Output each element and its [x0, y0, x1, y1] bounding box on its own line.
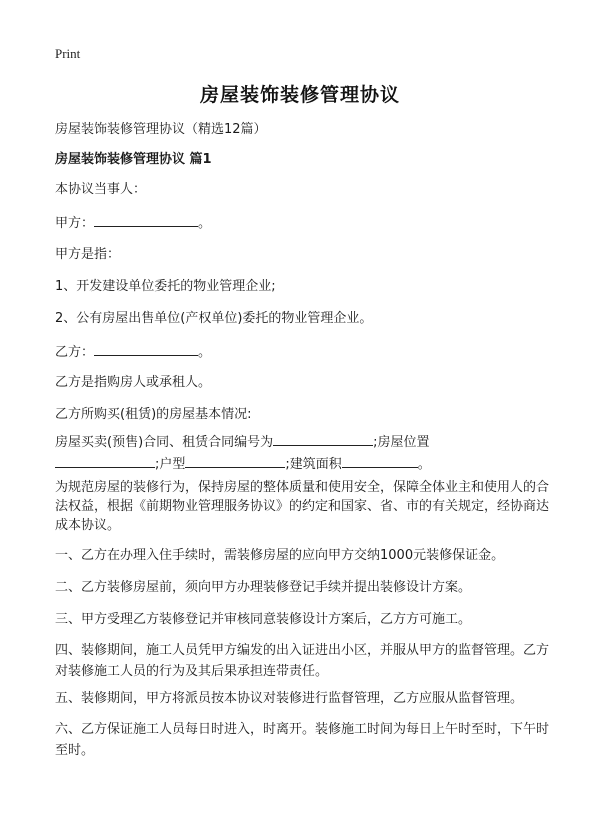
party-a-line	[55, 212, 555, 234]
area-end: 。	[417, 457, 431, 472]
party-a-end: 。	[198, 216, 212, 231]
party-a-label: 甲方：	[55, 216, 95, 231]
area-label: ;建筑面积	[285, 457, 342, 472]
parties-paragraph: 本协议当事人：	[55, 182, 147, 197]
house-type-blank	[185, 453, 285, 468]
clause-4-paragraph: 四、装修期间，施工人员凭甲方编发的出入证进出小区，并服从甲方的监督管理。乙方对装修施工人员的行为及其后果承担连带责任。	[55, 643, 550, 679]
purpose-paragraph: 为规范房屋的装修行为，保持房屋的整体质量和使用安全，保障全体业主和使用人的合法权益，根据《前期物业管理服务协议》的约定和国家、省、市的有关规定，经协商达成本协议。	[55, 480, 550, 533]
contract-number-label: 房屋买卖(预售)合同、租赁合同编号为	[55, 435, 274, 450]
section-heading: 房屋装饰装修管理协议 篇1	[55, 152, 212, 167]
house-location-blank	[55, 453, 155, 468]
contract-number-blank	[273, 431, 373, 446]
party-b-line	[55, 341, 555, 363]
clause-5-paragraph: 五、装修期间，甲方将派员按本协议对装修进行监督管理，乙方应服从监督管理。	[55, 691, 524, 706]
house-info-paragraph: 乙方所购买(租赁)的房屋基本情况:	[55, 407, 252, 422]
item-1-paragraph: 1、开发建设单位委托的物业管理企业;	[55, 279, 276, 294]
party-b-refers-paragraph: 乙方是指购房人或承租人。	[55, 375, 212, 390]
document-title: 房屋装饰装修管理协议	[199, 84, 400, 106]
party-a-refers-paragraph: 甲方是指：	[55, 247, 121, 262]
house-type-label: ;户型	[155, 457, 186, 472]
clause-3-paragraph: 三、甲方受理乙方装修登记并审核同意装修设计方案后，乙方方可施工。	[55, 612, 472, 627]
clause-2-paragraph: 二、乙方装修房屋前，须向甲方办理装修登记手续并提出装修设计方案。	[55, 580, 472, 595]
party-b-blank	[94, 341, 198, 356]
party-a-blank	[94, 212, 198, 227]
item-2-paragraph: 2、公有房屋出售单位(产权单位)委托的物业管理企业。	[55, 311, 373, 326]
party-b-end: 。	[198, 345, 212, 360]
print-link[interactable]: Print	[55, 46, 81, 61]
clause-1-paragraph: 一、乙方在办理入住手续时，需装修房屋的应向甲方交纳1000元装修保证金。	[55, 548, 505, 563]
clause-6-paragraph: 六、乙方保证施工人员每日时进入，时离开。装修施工时间为每日上午时至时，下午时至时。	[55, 722, 550, 758]
document-subtitle: 房屋装饰装修管理协议（精选12篇）	[55, 122, 267, 137]
area-blank	[342, 453, 418, 468]
house-location-label: ;房屋位置	[373, 435, 430, 450]
house-details-paragraph	[55, 431, 555, 475]
party-b-label: 乙方：	[55, 345, 95, 360]
